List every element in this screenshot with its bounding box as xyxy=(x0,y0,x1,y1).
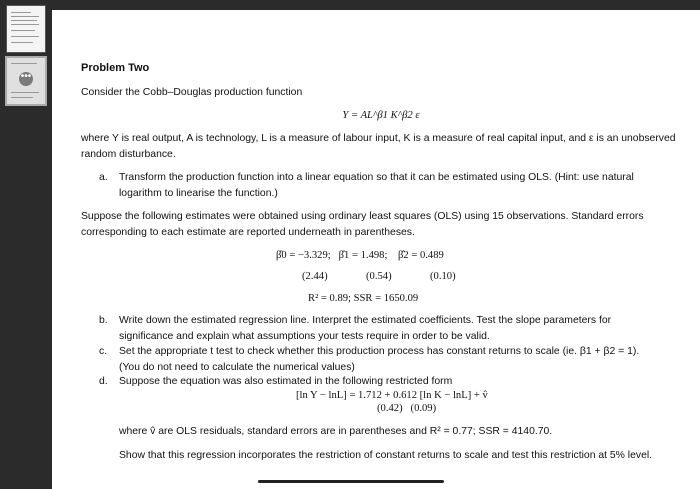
intro-text: Consider the Cobb–Douglas production function xyxy=(81,87,303,98)
more-icon[interactable]: ••• xyxy=(19,72,33,86)
question-c-label: c. xyxy=(99,346,108,357)
estimate-b2: β̂2 = 0.489 xyxy=(398,250,444,261)
main-equation-text: Y = AL^β1 K^β2 ε xyxy=(342,110,420,121)
estimates-row xyxy=(276,248,536,264)
page-thumbnail-2[interactable] xyxy=(5,56,47,106)
restricted-where: where v̂ are OLS residuals, standard errors are in parentheses and R² = 0.77; SSR = 4140.70. xyxy=(119,426,553,437)
question-a-text: Transform the production function into a linear equation so that it can be estimated using OLS. (Hint: use natural logarithm to linearise the function.) xyxy=(119,172,634,199)
se-b0: (2.44) xyxy=(302,271,328,282)
question-c-text: Set the appropriate t test to check whether this production process has constant returns to scale (ie. β1 + β2 = 1). (You do not need to calculate the numerical values) xyxy=(119,346,640,373)
where-text: where Y is real output, A is technology, L is a measure of labour input, K is a measure of real capital input, and ε is an unobserved random disturbance. xyxy=(81,133,676,160)
document-page xyxy=(52,10,700,489)
estimate-b0: β̂0 = −3.329; xyxy=(276,250,331,261)
se-b1: (0.54) xyxy=(366,271,392,282)
page-thumbnail-1[interactable] xyxy=(6,5,46,53)
restricted-equation: [ln Y − lnL] = 1.712 + 0.612 [ln K − lnL] + v̂ xyxy=(296,390,488,401)
question-a-label: a. xyxy=(99,172,108,183)
restricted-se: (0.42) (0.09) xyxy=(377,403,437,414)
question-d-label: d. xyxy=(99,376,108,387)
question-b-label: b. xyxy=(99,315,108,326)
question-d-text: Suppose the equation was also estimated in the following restricted form xyxy=(119,376,453,387)
estimate-b1: β̂1 = 1.498; xyxy=(338,250,388,261)
question-b-text: Write down the estimated regression line. Interpret the estimated coefficients. Test the slope parameters for significance and explain what assumptions your tests require in order to be valid. xyxy=(119,315,612,342)
suppose-text: Suppose the following estimates were obtained using ordinary least squares (OLS) using 15 observations. Standard errors corresponding to each estimate are reported underneath in parentheses. xyxy=(81,211,644,238)
se-b2: (0.10) xyxy=(430,271,456,282)
restricted-show: Show that this regression incorporates the restriction of constant returns to scale and test this restriction at 5% level. xyxy=(119,450,653,461)
problem-title: Problem Two xyxy=(81,62,150,74)
fit-stats: R² = 0.89; SSR = 1650.09 xyxy=(308,293,419,304)
thumbnail-sidebar xyxy=(0,0,52,489)
main-equation xyxy=(81,108,681,124)
horizontal-scrollbar[interactable] xyxy=(258,480,444,483)
